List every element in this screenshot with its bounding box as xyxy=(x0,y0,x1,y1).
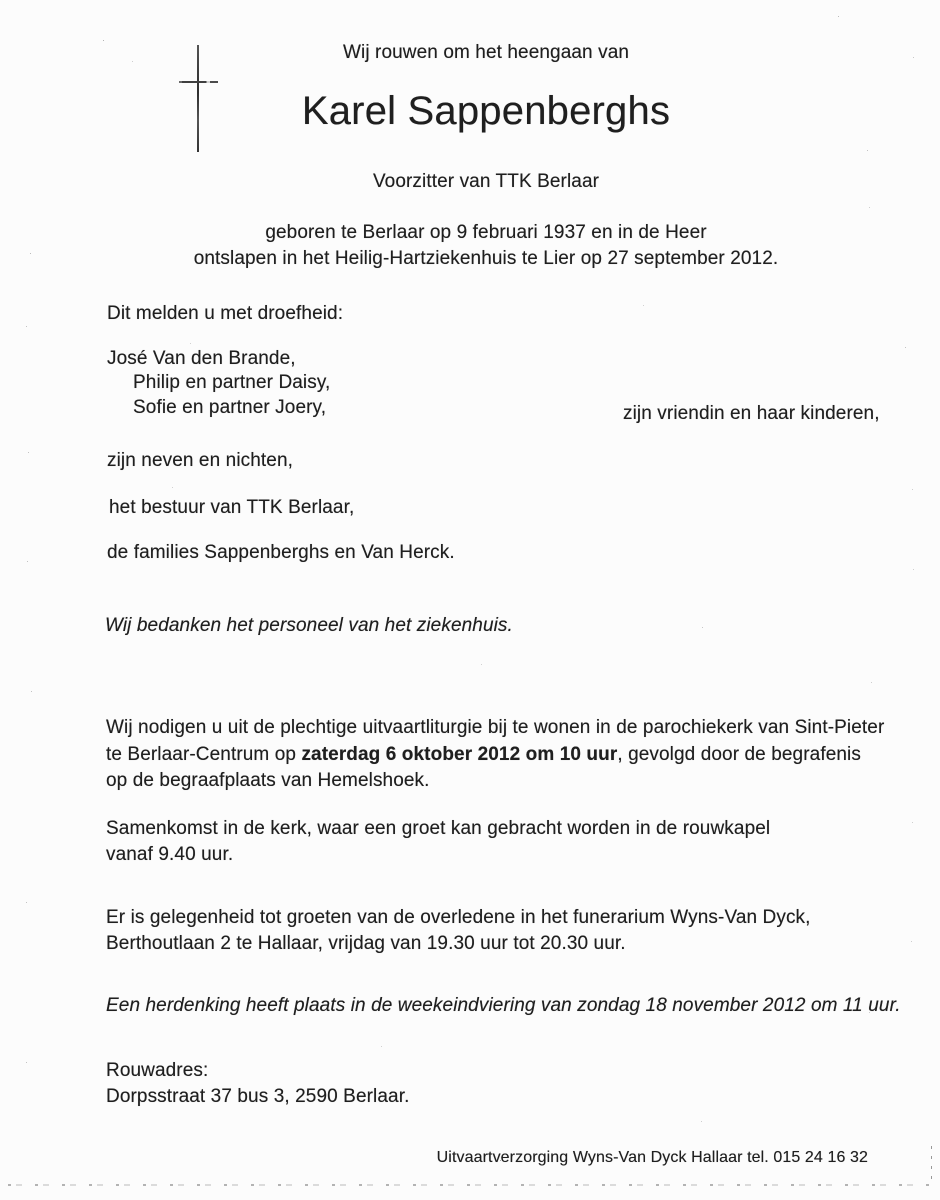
invitation-line-2-post: , gevolgd door de begrafenis xyxy=(617,743,861,765)
children-block xyxy=(133,370,330,420)
scan-artifact-edge-mark xyxy=(931,1146,932,1184)
memorial-cross-horizontal-bar xyxy=(179,81,218,83)
visitation-line-1: Er is gelegenheid tot groeten van de overledene in het funerarium Wyns-Van Dyck, xyxy=(106,907,811,928)
child-line: Sofie en partner Joery, xyxy=(133,397,327,418)
invitation-line-3: op de begraafplaats van Hemelshoek. xyxy=(106,770,430,791)
gathering-line-1: Samenkomst in de kerk, waar een groet kan gebracht worden in de rouwkapel xyxy=(106,818,771,839)
scan-artifact-bottom-line xyxy=(8,1184,932,1186)
memorial-line: Een herdenking heeft plaats in de weekeindviering van zondag 18 november 2012 om 11 uur. xyxy=(106,995,901,1016)
cousins-line: zijn neven en nichten, xyxy=(107,450,293,471)
death-line: ontslapen in het Heilig-Hartziekenhuis te Lier op 27 september 2012. xyxy=(193,248,779,269)
mourning-intro-line: Wij rouwen om het heengaan van xyxy=(342,42,630,63)
invitation-line-1: Wij nodigen u uit de plechtige uitvaartliturgie bij te wonen in de parochiekerk van Sint-Pieter xyxy=(106,717,885,738)
invitation-datetime: zaterdag 6 oktober 2012 om 10 uur xyxy=(301,743,618,765)
gathering-line-2: vanaf 9.40 uur. xyxy=(106,844,234,865)
deceased-role-line: Voorzitter van TTK Berlaar xyxy=(372,171,600,192)
deceased-name: Karel Sappenberghs xyxy=(301,89,671,133)
gathering-block xyxy=(106,816,770,868)
thanks-line: Wij bedanken het personeel van het ziekenhuis. xyxy=(105,615,513,636)
mourning-address-block xyxy=(106,1058,409,1110)
invitation-line-2-pre: te Berlaar-Centrum op xyxy=(106,743,302,765)
child-line: Philip en partner Daisy, xyxy=(133,372,331,393)
relation-note-line: zijn vriendin en haar kinderen, xyxy=(623,403,880,424)
partner-name-line: José Van den Brande, xyxy=(107,348,296,369)
announcement-line: Dit melden u met droefheid: xyxy=(107,303,344,324)
mourning-address-label: Rouwadres: xyxy=(106,1060,209,1081)
undertaker-contact-line: Uitvaartverzorging Wyns-Van Dyck Hallaar tel. 015 24 16 32 xyxy=(436,1149,868,1166)
mourning-address-value: Dorpsstraat 37 bus 3, 2590 Berlaar. xyxy=(106,1086,410,1107)
birth-death-block xyxy=(0,220,940,272)
board-line: het bestuur van TTK Berlaar, xyxy=(109,497,355,518)
birth-line: geboren te Berlaar op 9 februari 1937 en in de Heer xyxy=(265,222,707,243)
invitation-paragraph xyxy=(106,715,884,795)
families-line: de families Sappenberghs en Van Herck. xyxy=(107,542,455,563)
visitation-line-2: Berthoutlaan 2 te Hallaar, vrijdag van 19.30 uur tot 20.30 uur. xyxy=(106,933,626,954)
visitation-block xyxy=(106,905,811,957)
scan-noise-speckles xyxy=(0,0,1,1)
